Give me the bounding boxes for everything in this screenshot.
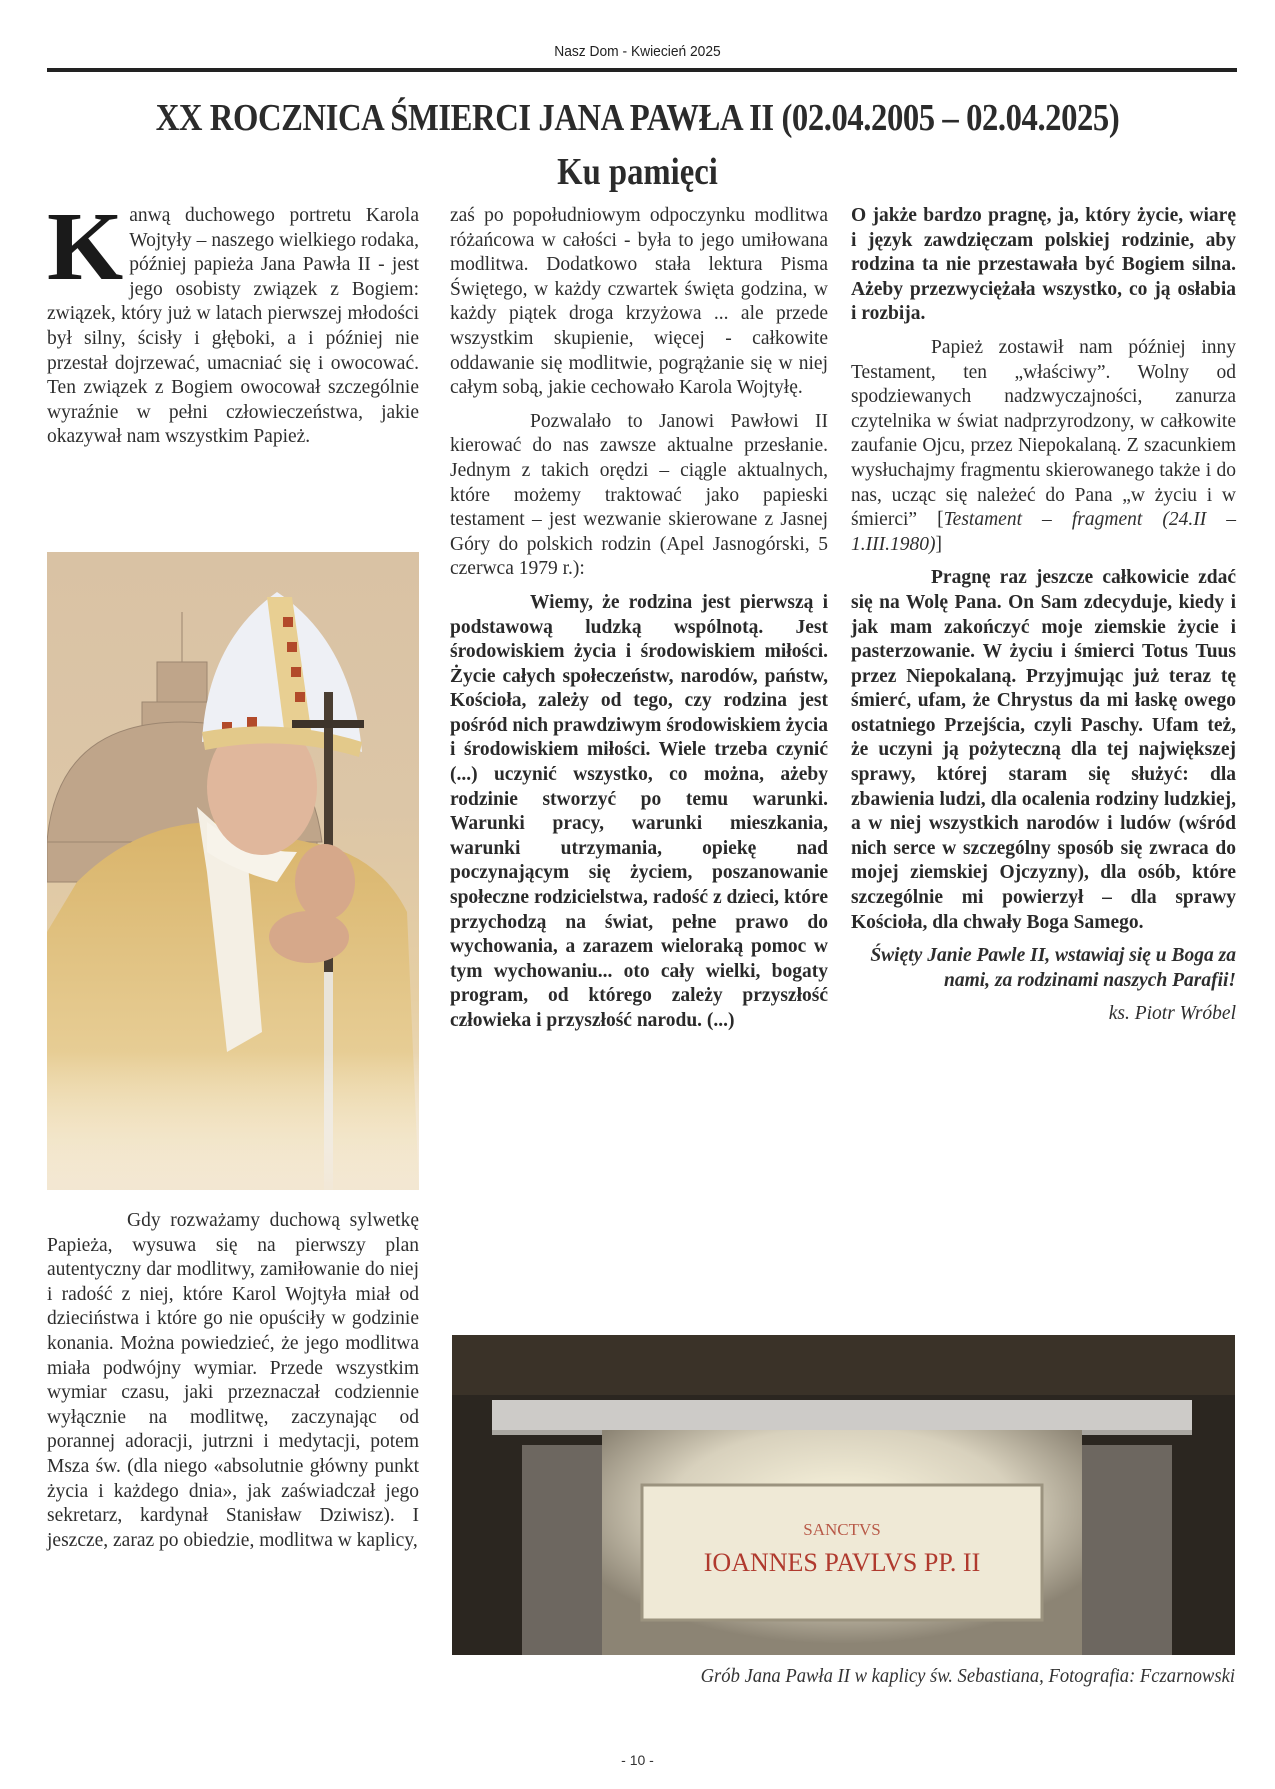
paragraph-prayer-continued: zaś po popołudniowym odpoczynku modlitwa różańcowa w całości - była to jego umiłowana modlitwa. Dodatkowo stała lektura Pisma Świętego, w każdy czwartek święta godzina, w każdy piątek droga krzyżowa ... ale przede wszystkim skupienie, więcej - całkowite oddawanie się modlitwie, pogrążanie się w niej całym sobą, jakie cechowało Karola Wojtyłę.: [450, 205, 828, 399]
paragraph-testament: Papież zostawił nam później inny Testament, ten „właściwy”. Wolny od spodziewanych nadzwyczajności, zanurza czytelnika w świat nadprzyrodzony, w całkowite zaufanie Ojcu, przez Niepokalaną. Z szacunkiem wysłuchajmy fragmentu skierowanego także i do nas, ucząc się należeć do Pana „w życiu i w śmierci” [Testament – fragment (24.II – 1.III.1980)]: [851, 336, 1236, 555]
paragraph-message: Pozwalało to Janowi Pawłowi II kierować do nas zawsze aktualne przesłanie. Jednym z takich orędzi – ciągle aktualnych, które możemy traktować jako papieski testament – jest wezwanie skierowane z Jasnej Góry do polskich rodzin (Apel Jasnogórski, 5 czerwca 1979 r.):: [450, 410, 828, 580]
tomb-inscription-name: IOANNES PAVLVS PP. II: [703, 1548, 981, 1577]
column-3: [851, 204, 1236, 1027]
quote-testament: Pragnę raz jeszcze całkowicie zdać się na Wolę Pana. On Sam zdecyduje, kiedy i jak mam zakończyć moje ziemskie życie i pasterzowanie. W życiu i śmierci Totus Tuus przez Niepokalaną. Przyjmując już teraz tę śmierć, ufam, że Chrystus da mi łaskę owego ostatniego Przejścia, czyli Paschy. Ufam też, że uczyni ją pożyteczną dla tej największej sprawy, której staram się służyć: dla zbawienia ludzi, dla ocalenia rodziny ludzkiej, a w niej wszystkich narodów i ludów (wśród nich serce w szczególny sposób się zwraca do mojej ziemskiej Ojczyzny), dla osób, które szczególnie mi powierzył – dla sprawy Kościoła, dla chwały Boga Samego.: [851, 567, 1236, 933]
quote-jasna-gora: Wiemy, że rodzina jest pierwszą i podstawową ludzką wspólnotą. Jest środowiskiem życia i środowiskiem miłości. Życie całych społeczeństw, narodów, państw, Kościoła, zależy od tego, czy rodzina jest pośród nich prawdziwym środowiskiem życia i środowiskiem miłości. Wiele trzeba czynić (...) uczynić wszystko, co można, ażeby rodzinie stworzyć po temu warunki. Warunki pracy, warunki mieszkania, warunki utrzymania, opiekę nad poczynającym się życiem, poszanowanie społeczne rodzicielstwa, radość z dzieci, które przychodzą na świat, pełne prawo do wychowania, a zarazem wieloraką pomoc w tym wychowaniu... oto cały wielki, bogaty program, od którego zależy przyszłość człowieka i przyszłość narodu. (...): [450, 591, 828, 1031]
tomb-photo: [452, 1335, 1235, 1655]
tomb-photo-caption: Grób Jana Pawła II w kaplicy św. Sebastiana, Fotografia: Fczarnowski: [700, 1665, 1235, 1687]
column-1-bottom: [47, 1209, 419, 1553]
column-1-top: [47, 193, 419, 450]
article-title: XX ROCZNICA ŚMIERCI JANA PAWŁA II (02.04.2005 – 02.04.2025): [155, 97, 1120, 139]
column-2: [450, 204, 828, 1034]
page-number: - 10 -: [621, 1752, 654, 1768]
closing-prayer: Święty Janie Pawle II, wstawiaj się u Boga za nami, za rodzinami naszych Parafii!: [870, 945, 1236, 991]
header-rule: [47, 68, 1237, 72]
quote-jasna-gora-end: O jakże bardzo pragnę, ja, który życie, wiarę i język zawdzięczam polskiej rodzinie, aby rodzina ta nie przestawała być Bogiem silna. Ażeby przezwyciężała wszystko, co ją osłabia i rozbija.: [851, 205, 1236, 325]
drop-cap: K: [47, 193, 124, 301]
paragraph-intro: Kanwą duchowego portretu Karola Wojtyły – naszego wielkiego rodaka, później papieża Jana Pawła II - jest jego osobisty związek z Bogiem: związek, który już w latach pierwszej młodości był silny, ścisły i głęboki, a i później nie przestał dojrzewać, umacniać się i owocować. Ten związek z Bogiem owocował szczególnie wyraźnie w pełni człowieczeństwa, jakie okazywał nam wszystkim Papież.: [47, 193, 419, 448]
tomb-inscription-sanctus: SANCTVS: [803, 1520, 881, 1539]
author-signature: ks. Piotr Wróbel: [1108, 1003, 1236, 1025]
paragraph-prayer-life: Gdy rozważamy duchową sylwetkę Papieża, wysuwa się na pierwszy plan autentyczny dar modlitwy, zamiłowanie do niej i radość z niej, które Karol Wojtyła miał od dzieciństwa i które go nie opuściły w godzinie konania. Można powiedzieć, że jego modlitwa miała podwójny wymiar. Przede wszystkim wymiar czasu, jaki przeznaczał codziennie wyłącznie na modlitwę, zaczynając od porannej adoracji, jutrzni i medytacji, potem Msza św. (dla niego «absolutnie główny punkt życia i każdego dnia», jak zaświadczał jego sekretarz, kardynał Stanisław Dziwisz). I jeszcze, zaraz po obiedzie, modlitwa w kaplicy,: [47, 1210, 419, 1551]
pope-portrait-illustration: [47, 552, 419, 1190]
running-head: Nasz Dom - Kwiecień 2025: [554, 43, 721, 60]
pope-portrait-photo: [47, 552, 419, 1190]
testament-citation: Testament – fragment (24.II – 1.III.1980): [851, 509, 1236, 555]
article-subtitle: Ku pamięci: [557, 151, 718, 193]
tomb-illustration: [452, 1335, 1235, 1655]
